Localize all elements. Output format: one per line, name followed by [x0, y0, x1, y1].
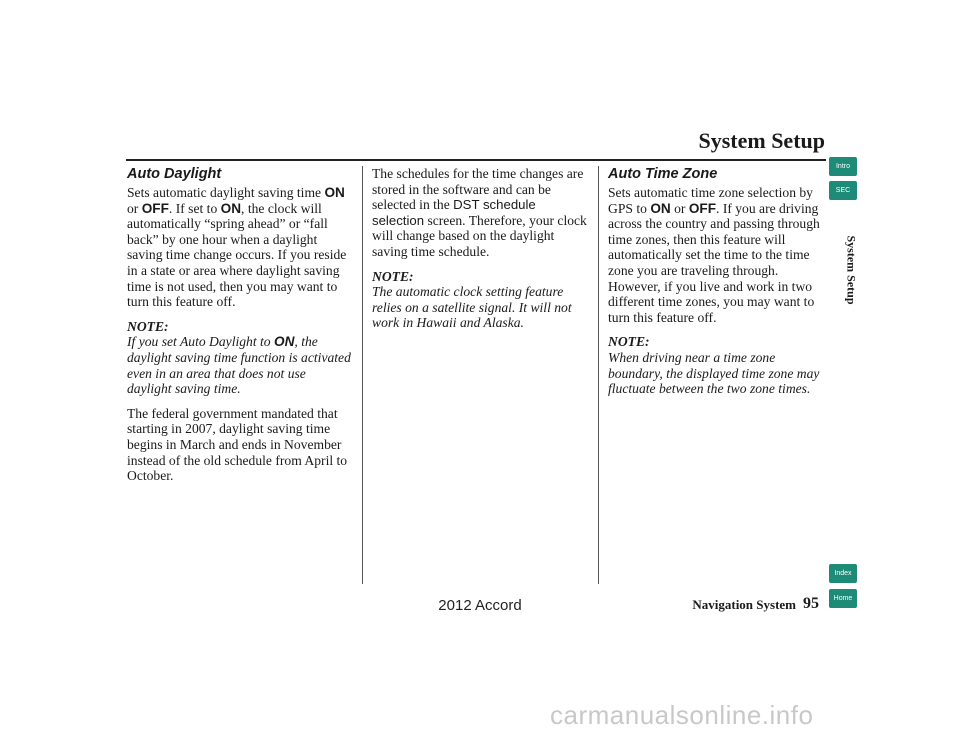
text-run: . If set to	[168, 200, 221, 216]
index-tab[interactable]: Index	[829, 564, 857, 583]
text-run: screen. Therefore, your clock will change based on the daylight saving time schedule.	[372, 212, 587, 259]
setting-on: ON	[650, 200, 671, 216]
page-number: 95	[803, 595, 819, 612]
auto-time-zone-heading: Auto Time Zone	[608, 166, 718, 182]
dst-note: The automatic clock setting feature relies on a satellite signal. It will not work in Hawaii and Alaska.	[372, 284, 572, 331]
footer-section-name: Navigation System	[692, 597, 796, 612]
setting-on: ON	[324, 185, 345, 200]
side-section-title-text: System Setup	[844, 235, 859, 305]
auto-daylight-description	[127, 185, 352, 310]
text-run: . If you are driving across the country and passing through time zones, then this feature will automatically set the time to the time zone you are traveling through. However, if you live and work in two different time zones, you may want to turn this feature off.	[608, 200, 820, 325]
header-rule	[126, 159, 826, 161]
setting-off: OFF	[688, 200, 717, 216]
note-label: NOTE:	[127, 318, 169, 334]
text-run: , the clock will automatically “spring ahead” or “fall back” by one hour when a daylight saving time change occurs. If you reside in a state or area where daylight saving time is not used, then you may want to turn this feature off.	[127, 200, 347, 310]
model-name: 2012 Accord	[438, 597, 522, 614]
text-run: or	[670, 200, 689, 216]
text-run: The schedules for the time changes are stored in the software and can be selected in the	[372, 166, 584, 213]
text-run: Sets automatic daylight saving time	[127, 185, 325, 200]
note-label: NOTE:	[608, 334, 650, 350]
text-run: Sets automatic time zone selection by GPS to	[608, 185, 813, 216]
auto-time-zone-description	[608, 185, 820, 325]
text-run: or	[127, 200, 142, 216]
screen-name: DST schedule selection	[372, 197, 536, 228]
dst-schedule-section	[372, 166, 588, 340]
auto-daylight-note	[127, 334, 352, 396]
sec-tab[interactable]: SEC	[829, 181, 857, 200]
auto-time-zone-note: When driving near a time zone boundary, the displayed time zone may fluctuate between the two zone times.	[608, 349, 820, 397]
side-section-title	[841, 228, 861, 312]
column-divider	[598, 166, 599, 584]
page-title: System Setup	[698, 128, 825, 153]
auto-time-zone-section	[608, 166, 820, 406]
watermark: carmanualsonline.info	[550, 700, 814, 730]
home-tab[interactable]: Home	[829, 589, 857, 608]
text-run: , the daylight saving time function is activated even in an area that does not use daylight saving time.	[127, 334, 351, 397]
federal-mandate-paragraph: The federal government mandated that starting in 2007, daylight saving time begins in March and ends in November instead of the old schedule from April to October.	[127, 405, 348, 484]
setting-off: OFF	[141, 200, 169, 216]
setting-on: ON	[274, 334, 295, 350]
dst-schedule-paragraph	[372, 166, 588, 260]
intro-tab[interactable]: Intro	[829, 157, 857, 176]
auto-daylight-heading: Auto Daylight	[127, 166, 222, 182]
note-label: NOTE:	[372, 268, 414, 284]
column-divider	[362, 166, 363, 584]
setting-on: ON	[220, 200, 242, 216]
auto-daylight-section	[127, 166, 352, 493]
text-run: If you set Auto Daylight to	[127, 334, 274, 350]
